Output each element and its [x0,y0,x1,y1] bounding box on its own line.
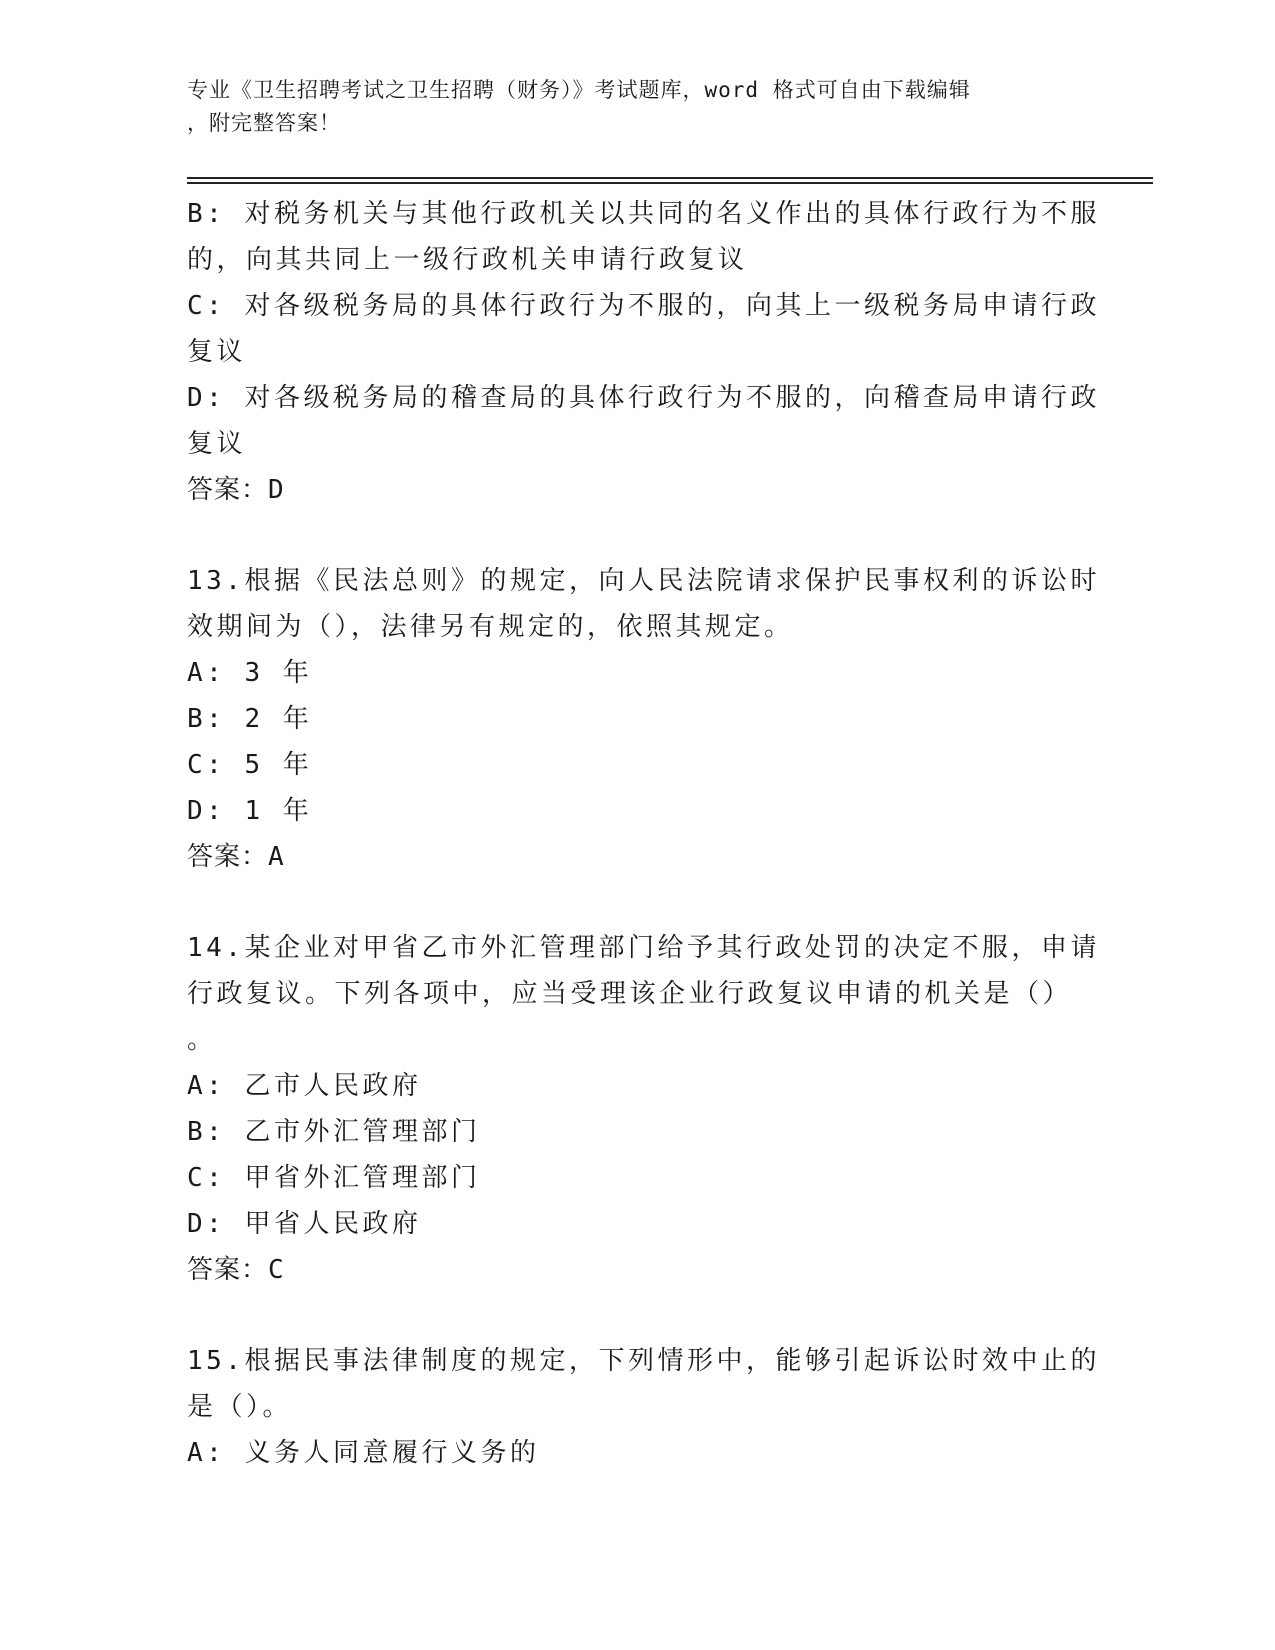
option-d-line-1: D: 对各级税务局的稽查局的具体行政行为不服的，向稽查局申请行政 [187,383,1100,413]
option-c-line-1: C: 对各级税务局的具体行政行为不服的，向其上一级税务局申请行政 [187,291,1100,321]
question-stem-line-2: 效期间为（），法律另有规定的，依照其规定。 [187,612,794,642]
header-divider-top [187,177,1153,179]
option-a: A: 乙市人民政府 [187,1071,422,1101]
document-header [187,74,1067,140]
question-12-continued [187,191,1100,513]
answer-line: 答案：D [187,475,285,505]
answer-line: 答案：A [187,842,285,872]
question-stem-line-1: 13.根据《民法总则》的规定，向人民法院请求保护民事权利的诉讼时 [187,566,1100,596]
question-stem-line-2: 是（）。 [187,1392,293,1422]
option-d: D: 甲省人民政府 [187,1209,422,1239]
question-13 [187,558,1100,880]
option-c-line-2: 复议 [187,337,247,367]
question-stem-line-1: 14.某企业对甲省乙市外汇管理部门给予其行政处罚的决定不服，申请 [187,933,1100,963]
question-14 [187,925,1100,1293]
option-b-line-2: 的，向其共同上一级行政机关申请行政复议 [187,245,748,275]
option-a: A: 3 年 [187,658,313,688]
spacer [187,513,1087,558]
option-a: A: 义务人同意履行义务的 [187,1438,540,1468]
header-divider-bottom [187,182,1153,184]
spacer [187,880,1087,925]
option-c: C: 5 年 [187,750,313,780]
option-b-line-1: B: 对税务机关与其他行政机关以共同的名义作出的具体行政行为不服 [187,199,1100,229]
question-15 [187,1338,1100,1476]
answer-line: 答案：C [187,1255,285,1285]
header-line-1: 专业《卫生招聘考试之卫生招聘（财务）》考试题库，word 格式可自由下载编辑 [187,78,971,102]
question-stem-line-2: 行政复议。下列各项中，应当受理该企业行政复议申请的机关是（） [187,979,1073,1009]
question-stem-line-3: 。 [187,1025,217,1055]
option-c: C: 甲省外汇管理部门 [187,1163,481,1193]
option-d-line-2: 复议 [187,429,247,459]
option-b: B: 乙市外汇管理部门 [187,1117,481,1147]
question-list [187,191,1100,1476]
option-b: B: 2 年 [187,704,313,734]
header-line-2: ，附完整答案！ [187,111,341,135]
question-stem-line-1: 15.根据民事法律制度的规定，下列情形中，能够引起诉讼时效中止的 [187,1346,1100,1376]
option-d: D: 1 年 [187,796,313,826]
spacer [187,1293,1087,1338]
